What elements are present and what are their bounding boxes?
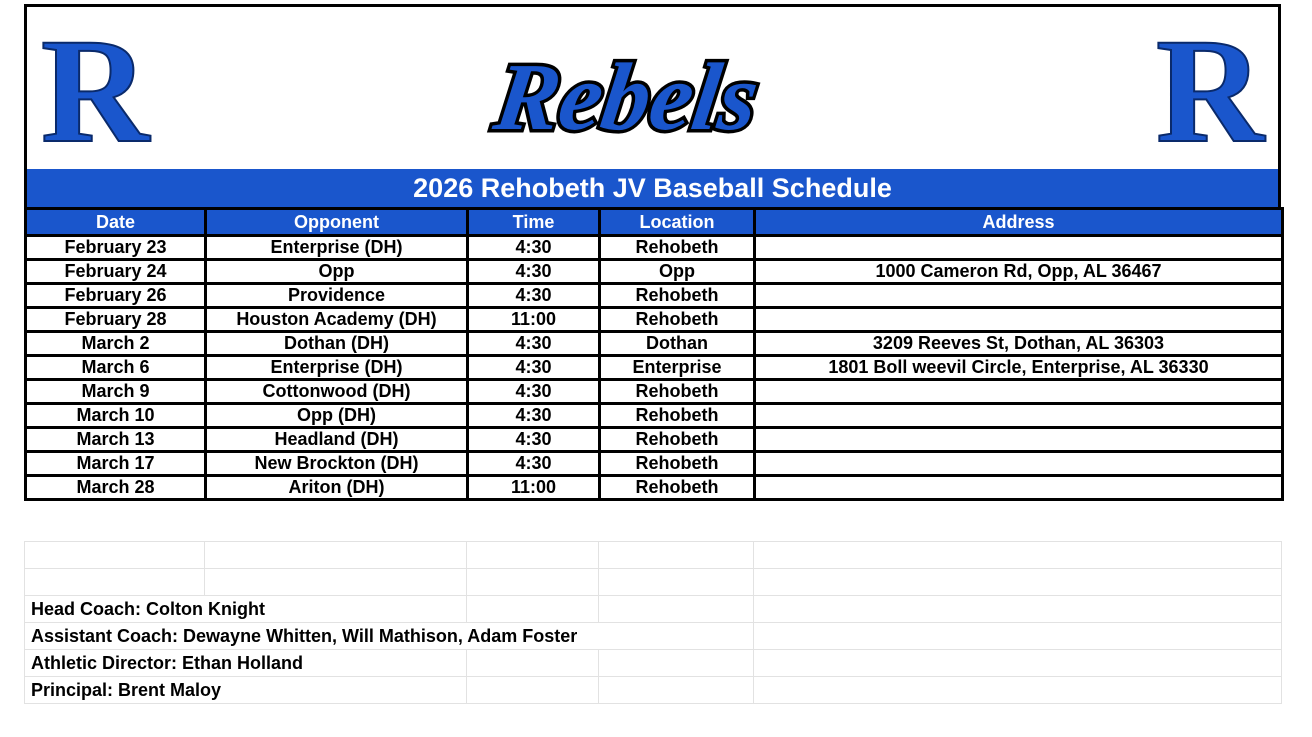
cell-location: Rehobeth [600, 428, 755, 452]
cell-time: 4:30 [468, 404, 600, 428]
cell-address: 3209 Reeves St, Dothan, AL 36303 [755, 332, 1283, 356]
table-row [26, 452, 1283, 476]
column-header-location: Location [600, 209, 755, 236]
cell-date: March 13 [26, 428, 206, 452]
cell-location: Rehobeth [600, 452, 755, 476]
cell-address [755, 380, 1283, 404]
cell-date: March 2 [26, 332, 206, 356]
empty-row [25, 542, 1282, 569]
svg-text:R: R [1155, 13, 1265, 163]
cell-opponent: Ariton (DH) [206, 476, 468, 500]
cell-date: March 9 [26, 380, 206, 404]
table-row [26, 476, 1283, 500]
rebels-wordmark [457, 17, 787, 167]
cell-opponent: Cottonwood (DH) [206, 380, 468, 404]
cell-opponent: Dothan (DH) [206, 332, 468, 356]
column-header-address: Address [755, 209, 1283, 236]
table-row [26, 356, 1283, 380]
table-row [26, 284, 1283, 308]
cell-date: February 24 [26, 260, 206, 284]
staff-row [25, 623, 1282, 650]
cell-time: 4:30 [468, 356, 600, 380]
header-banner [24, 4, 1281, 172]
cell-time: 4:30 [468, 332, 600, 356]
cell-date: February 28 [26, 308, 206, 332]
table-row [26, 404, 1283, 428]
principal: Principal: Brent Maloy [25, 677, 467, 704]
cell-location: Rehobeth [600, 380, 755, 404]
athletic-director: Athletic Director: Ethan Holland [25, 650, 467, 677]
empty-row [25, 569, 1282, 596]
schedule-sheet [24, 4, 1281, 704]
schedule-title: 2026 Rehobeth JV Baseball Schedule [24, 169, 1281, 207]
cell-address: 1801 Boll weevil Circle, Enterprise, AL 36330 [755, 356, 1283, 380]
assistant-coach: Assistant Coach: Dewayne Whitten, Will Mathison, Adam Foster [25, 623, 754, 650]
cell-opponent: Enterprise (DH) [206, 356, 468, 380]
cell-location: Opp [600, 260, 755, 284]
cell-time: 11:00 [468, 308, 600, 332]
column-header-date: Date [26, 209, 206, 236]
schedule-table [24, 207, 1284, 501]
schedule-header-row [26, 209, 1283, 236]
cell-date: March 6 [26, 356, 206, 380]
cell-location: Rehobeth [600, 476, 755, 500]
cell-time: 4:30 [468, 236, 600, 260]
cell-location: Dothan [600, 332, 755, 356]
cell-address [755, 404, 1283, 428]
cell-location: Rehobeth [600, 236, 755, 260]
rehobeth-r-logo-icon [35, 13, 155, 163]
cell-opponent: Providence [206, 284, 468, 308]
cell-opponent: Headland (DH) [206, 428, 468, 452]
cell-time: 11:00 [468, 476, 600, 500]
cell-date: March 28 [26, 476, 206, 500]
column-header-time: Time [468, 209, 600, 236]
cell-opponent: Opp (DH) [206, 404, 468, 428]
svg-text:Rebels: Rebels [488, 43, 765, 150]
cell-location: Enterprise [600, 356, 755, 380]
cell-address: 1000 Cameron Rd, Opp, AL 36467 [755, 260, 1283, 284]
cell-time: 4:30 [468, 380, 600, 404]
rehobeth-r-logo-icon [1150, 13, 1270, 163]
table-row [26, 380, 1283, 404]
cell-time: 4:30 [468, 284, 600, 308]
cell-date: February 26 [26, 284, 206, 308]
staff-row [25, 596, 1282, 623]
cell-time: 4:30 [468, 428, 600, 452]
svg-text:R: R [40, 13, 150, 163]
staff-row [25, 677, 1282, 704]
cell-address [755, 284, 1283, 308]
cell-location: Rehobeth [600, 308, 755, 332]
cell-address [755, 452, 1283, 476]
cell-address [755, 428, 1283, 452]
table-row [26, 260, 1283, 284]
cell-opponent: New Brockton (DH) [206, 452, 468, 476]
staff-row [25, 650, 1282, 677]
cell-address [755, 236, 1283, 260]
cell-opponent: Enterprise (DH) [206, 236, 468, 260]
head-coach: Head Coach: Colton Knight [25, 596, 467, 623]
cell-address [755, 476, 1283, 500]
cell-time: 4:30 [468, 260, 600, 284]
cell-date: March 10 [26, 404, 206, 428]
staff-grid [24, 541, 1282, 704]
table-row [26, 428, 1283, 452]
table-row [26, 308, 1283, 332]
cell-date: February 23 [26, 236, 206, 260]
table-row [26, 236, 1283, 260]
cell-time: 4:30 [468, 452, 600, 476]
cell-opponent: Houston Academy (DH) [206, 308, 468, 332]
cell-location: Rehobeth [600, 284, 755, 308]
cell-opponent: Opp [206, 260, 468, 284]
cell-date: March 17 [26, 452, 206, 476]
cell-address [755, 308, 1283, 332]
cell-location: Rehobeth [600, 404, 755, 428]
column-header-opponent: Opponent [206, 209, 468, 236]
table-row [26, 332, 1283, 356]
